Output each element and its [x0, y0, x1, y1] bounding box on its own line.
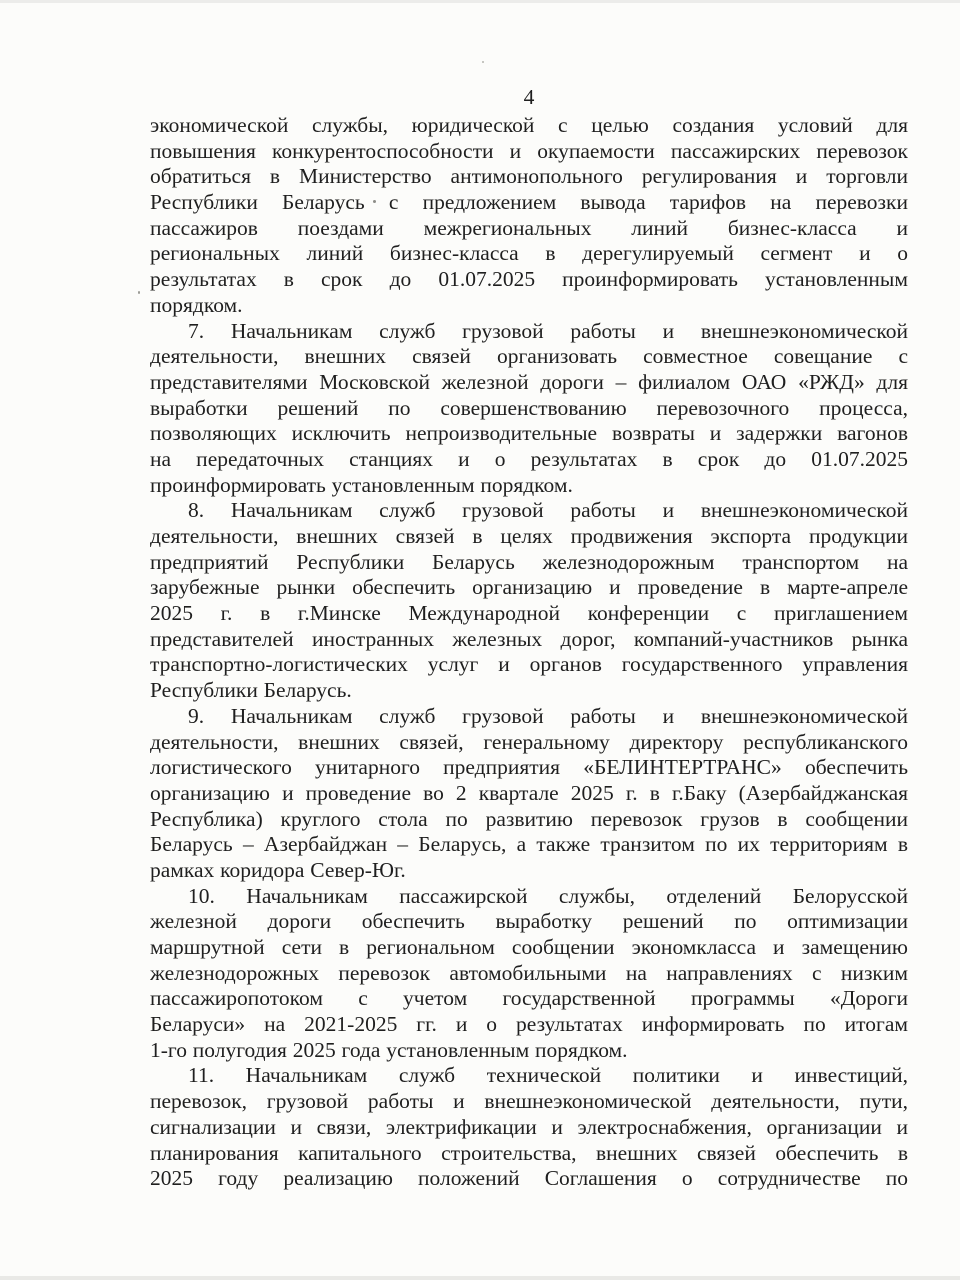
- text-line: повышения конкурентоспособности и окупаемости пассажирских перевозок: [150, 138, 908, 163]
- text-line: Республика) круглого стола по развитию перевозок грузов в сообщении: [150, 806, 908, 831]
- text-line: 8. Начальникам служб грузовой работы и внешнеэкономической: [188, 498, 908, 523]
- text-line: позволяющих исключить непроизводительные возвраты и задержки вагонов: [150, 421, 908, 446]
- page-number: 4: [523, 85, 535, 109]
- paragraph: [150, 884, 908, 1064]
- text-line: деятельности, внешних связей в целях продвижения экспорта продукции: [150, 524, 908, 548]
- paragraph: [150, 319, 908, 499]
- text-line: 10. Начальникам пассажирской службы, отделений Белорусской: [188, 883, 908, 908]
- text-line: 7. Начальникам служб грузовой работы и внешнеэкономической: [188, 318, 908, 343]
- text-line: планирования капитального строительства, внешних связей обеспечить в: [150, 1140, 908, 1165]
- text-line: железной дороги обеспечить выработку решений по оптимизации: [150, 909, 908, 934]
- text-line: деятельности, внешних связей организовать совместное совещание с: [150, 344, 908, 369]
- text-line: пассажиров поездами межрегиональных линий бизнес-класса и: [150, 215, 908, 240]
- text-line: проинформировать установленным порядком.: [150, 472, 573, 497]
- text-line: представителями Московской железной дороги – филиалом ОАО «РЖД» для: [150, 369, 908, 394]
- text-line: представителей иностранных железных дорог, компаний-участников рынка: [150, 626, 908, 651]
- paragraph: [150, 498, 908, 704]
- text-line: обратиться в Министерство антимонопольного регулирования и торговли: [150, 164, 908, 189]
- text-line: 1-го полугодия 2025 года установленным порядком.: [150, 1037, 628, 1062]
- paragraph: [150, 1063, 908, 1191]
- text-line: выработки решений по совершенствованию перевозочного процесса,: [150, 395, 908, 420]
- scan-speck: [482, 61, 484, 63]
- text-line: сигнализации и связи, электрификации и электроснабжения, организации и: [150, 1114, 908, 1139]
- text-line: 9. Начальникам служб грузовой работы и внешнеэкономической: [188, 703, 908, 728]
- text-line: 2025 г. в г.Минске Международной конференции с приглашением: [150, 601, 908, 626]
- text-line: пассажиропотоком с учетом государственной программы «Дороги: [150, 986, 908, 1011]
- text-line: Беларуси» на 2021-2025 гг. и о результатах информировать по итогам: [150, 1012, 908, 1037]
- text-line: маршрутной сети в региональном сообщении экономкласса и замещению: [150, 935, 908, 959]
- text-line: железнодорожных перевозок автомобильными на направлениях с низким: [150, 960, 908, 985]
- scan-edge-bottom: [0, 1276, 960, 1280]
- text-line: на передаточных станциях и о результатах в срок до 01.07.2025: [150, 446, 908, 471]
- paragraph: [150, 113, 908, 319]
- text-line: организацию и проведение во 2 квартале 2025 г. в г.Баку (Азербайджанская: [150, 780, 908, 805]
- text-line: порядком.: [150, 292, 243, 317]
- text-line: Республики Беларусь.: [150, 678, 352, 703]
- text-line: предприятий Республики Беларусь железнодорожным транспортом на: [150, 549, 908, 574]
- text-line: 11. Начальникам служб технической политики и инвестиций,: [188, 1063, 908, 1088]
- text-line: региональных линий бизнес-класса в дерегулируемый сегмент и о: [150, 241, 908, 266]
- text-line: рамках коридора Север-Юг.: [150, 857, 406, 882]
- text-line: транспортно-логистических услуг и органов государственного управления: [150, 652, 908, 677]
- text-line: экономической службы, юридической с целью создания условий для: [150, 113, 908, 137]
- text-line: зарубежные рынки обеспечить организацию и проведение в марте-апреле: [150, 575, 908, 600]
- scan-speck: [138, 291, 140, 294]
- document-body: [150, 113, 908, 1192]
- text-line: деятельности, внешних связей, генеральному директору республиканского: [150, 729, 908, 754]
- text-line: результатах в срок до 01.07.2025 проинформировать установленным: [150, 267, 908, 292]
- text-line: логистического унитарного предприятия «БЕЛИНТЕРТРАНС» обеспечить: [150, 755, 908, 780]
- text-line: Беларусь – Азербайджан – Беларусь, а также транзитом по их территориям в: [150, 832, 908, 857]
- text-line: 2025 году реализацию положений Соглашения о сотрудничестве по: [150, 1166, 908, 1191]
- text-line: Республики Беларусь с предложением вывода тарифов на перевозки: [150, 190, 908, 215]
- text-line: перевозок, грузовой работы и внешнеэкономической деятельности, пути,: [150, 1089, 908, 1114]
- scan-edge-top: [0, 0, 960, 3]
- paragraph: [150, 704, 908, 884]
